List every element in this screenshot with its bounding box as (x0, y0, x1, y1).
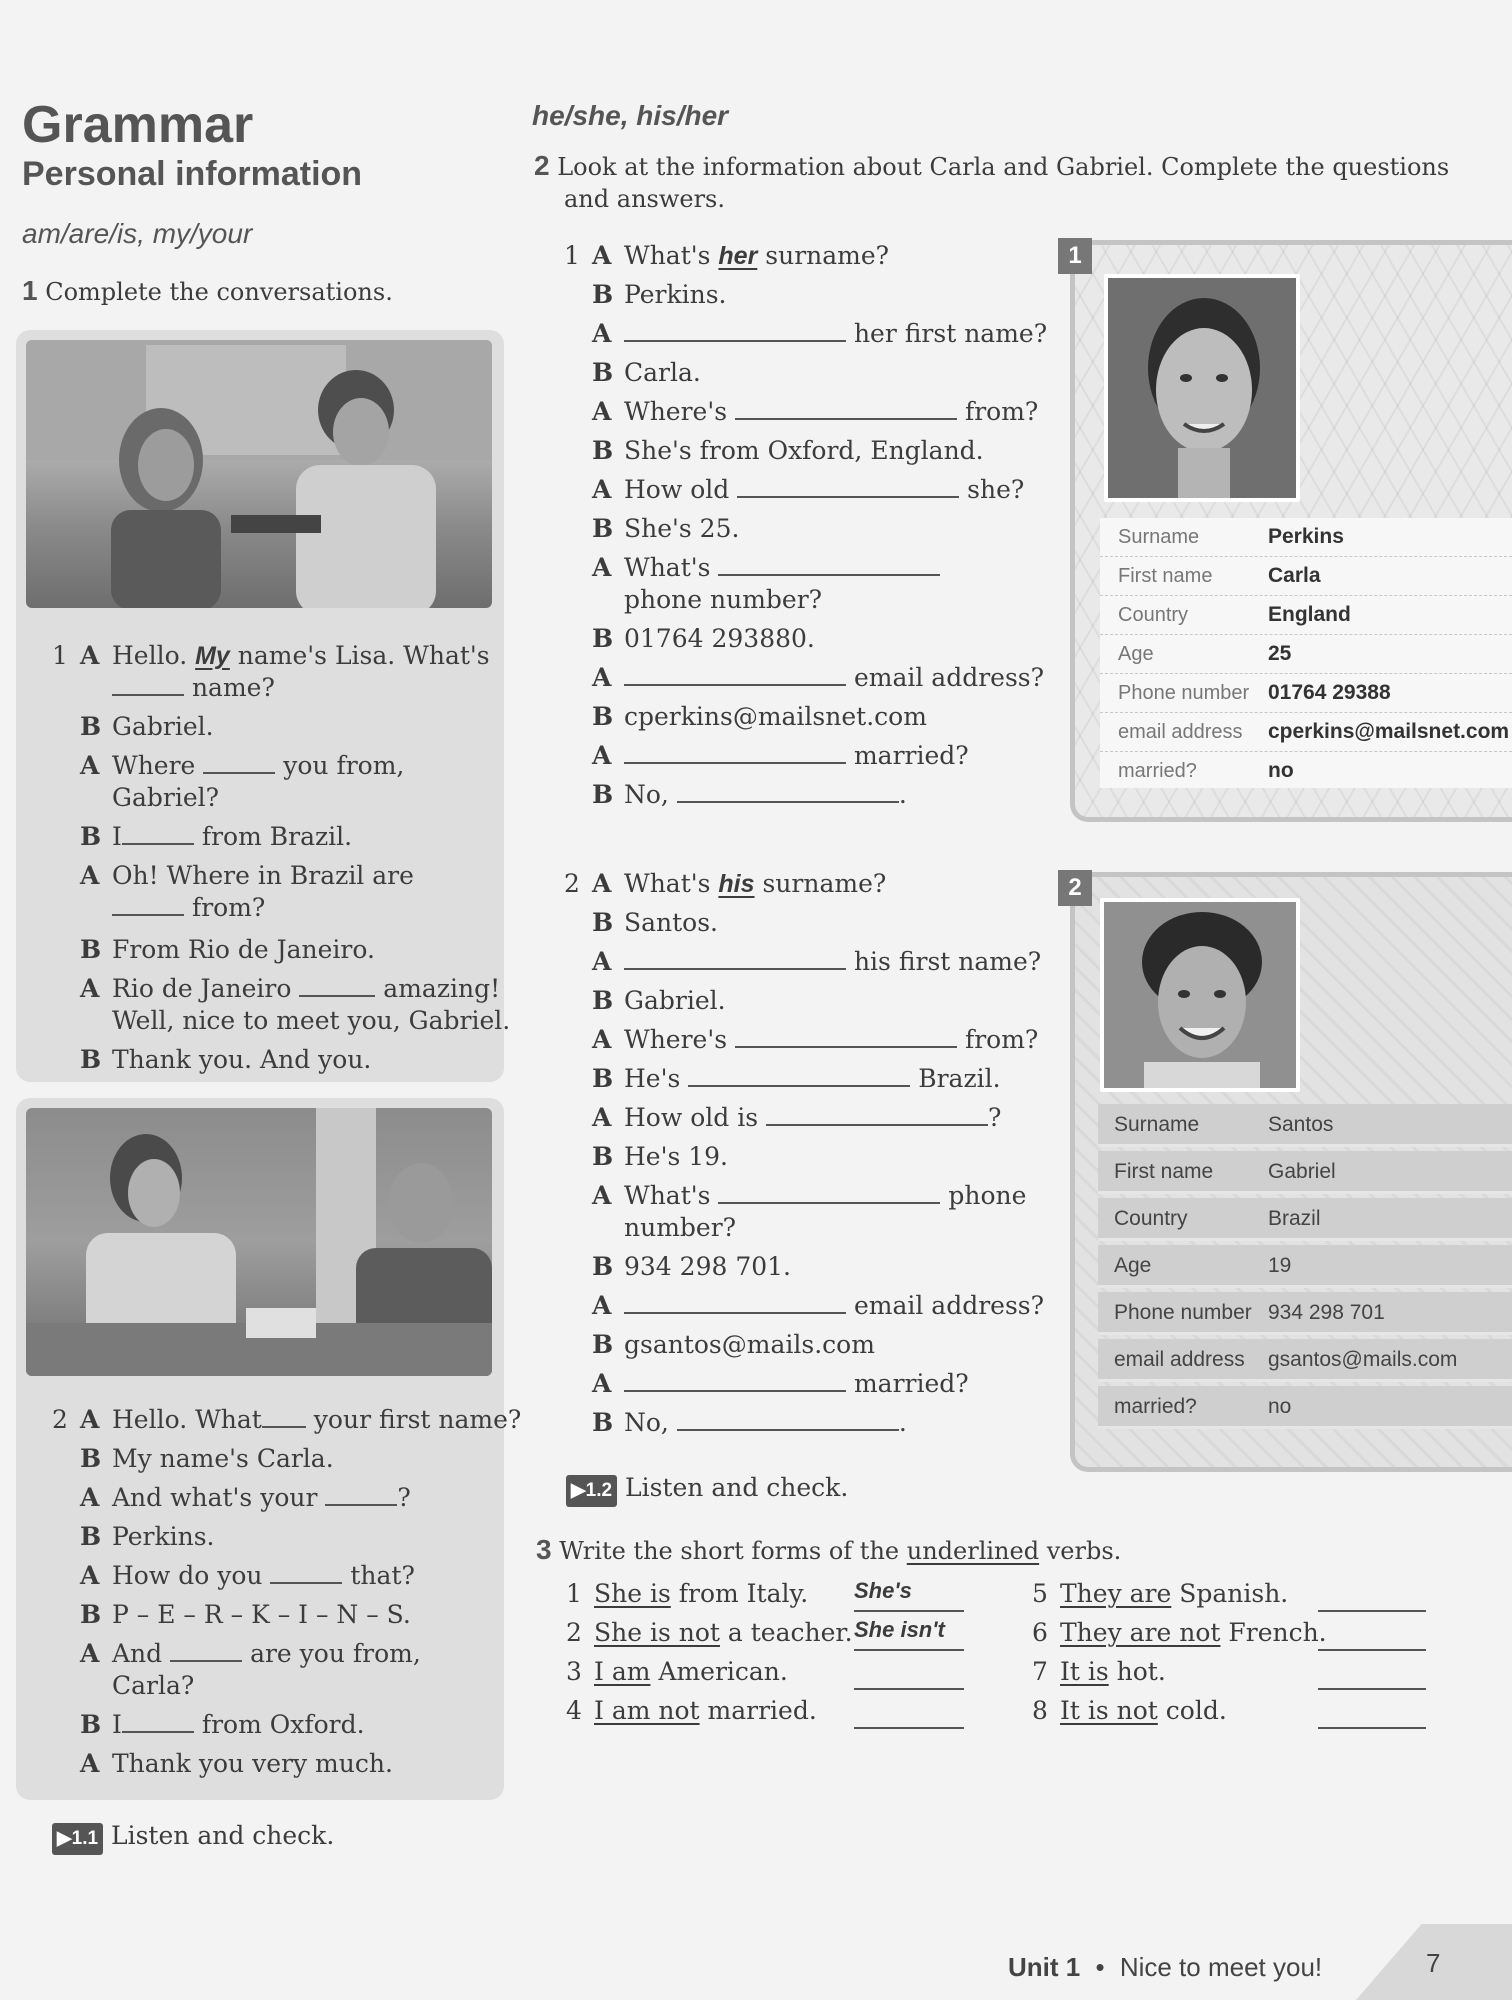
ex1-audio-row[interactable] (52, 1820, 334, 1855)
conv1-line4: A Where you from, (80, 751, 405, 780)
d2-a2: B Gabriel. (592, 986, 726, 1015)
answer-blank[interactable] (170, 1659, 242, 1662)
answer-blank[interactable] (325, 1503, 397, 1506)
card1-row-married: married? no (1118, 759, 1294, 782)
conv2-line8: Carla? (112, 1671, 195, 1700)
page-title: Grammar (22, 96, 254, 154)
d1-q5: A What's (592, 552, 940, 584)
card1-row-surname: Surname Perkins (1100, 518, 1512, 557)
section-heading-am-are-is: am/are/is, my/your (22, 218, 253, 249)
photo-illustration (26, 1108, 492, 1376)
d1-q3: A Where's from? (592, 397, 1039, 426)
conv2-line4: B Perkins. (80, 1522, 215, 1551)
page-subtitle: Personal information (22, 155, 363, 193)
d2-q5: A What's phone (592, 1181, 1027, 1210)
audio-track-icon[interactable]: ▶1.2 (566, 1475, 617, 1507)
d1-a6: B cperkins@mailsnet.com (592, 702, 927, 731)
answer-blank[interactable] (737, 495, 959, 498)
card2-row-age: Age 19 (1098, 1245, 1512, 1288)
ex3-answer-8[interactable] (1318, 1695, 1426, 1729)
avatar (1104, 902, 1296, 1088)
answer-blank[interactable] (735, 417, 957, 420)
d2-a1: B Santos. (592, 908, 719, 937)
conv1-example-answer: My (195, 642, 230, 670)
ex1-instruction (22, 275, 393, 307)
conv2-line2: B My name's Carla. (80, 1444, 334, 1473)
conv1-line10: A Rio de Janeiro amazing! (80, 974, 501, 1003)
d1-a1: B Perkins. (592, 280, 727, 309)
ex3-item-7: 7 It is hot. (1032, 1657, 1166, 1686)
card1-number-badge: 1 (1058, 238, 1092, 274)
d1-q5-cont: phone number? (624, 585, 823, 614)
conv2-line5: A How do you that? (80, 1561, 415, 1590)
conv1-line11: Well, nice to meet you, Gabriel. (112, 1006, 511, 1035)
answer-blank[interactable] (718, 573, 940, 576)
d1-a3: B She's from Oxford, England. (592, 436, 984, 465)
card1-info-table (1100, 518, 1512, 788)
d1-a5: B 01764 293880. (592, 624, 815, 653)
conv2-line3: A And what's your ? (80, 1483, 411, 1512)
answer-blank[interactable] (270, 1581, 342, 1584)
d1-q7: A married? (592, 741, 969, 770)
d2-q5-cont: number? (624, 1213, 737, 1242)
ex3-item-3: 3 I am American. (566, 1657, 788, 1686)
d1-q6: A email address? (592, 663, 1045, 692)
d2-a7: B No, . (592, 1408, 907, 1437)
page-number: 7 (1426, 1948, 1441, 1978)
section-heading-he-she: he/she, his/her (532, 100, 729, 131)
answer-blank[interactable] (624, 761, 846, 764)
answer-blank[interactable] (624, 683, 846, 686)
ex3-item-2: 2 She is not a teacher. (566, 1618, 853, 1647)
ex3-answer-4[interactable] (854, 1695, 964, 1729)
conv1-line1: 1 A Hello. My name's Lisa. What's (52, 641, 490, 670)
d1-q1: 1 A What's her surname? (564, 241, 890, 270)
answer-blank[interactable] (262, 1425, 306, 1428)
answer-blank[interactable] (299, 994, 375, 997)
answer-blank[interactable] (718, 1201, 940, 1204)
conv1-line6: B I from Brazil. (80, 822, 353, 851)
ex3-answer-6[interactable] (1318, 1617, 1426, 1651)
ex1-audio-text: Listen and check. (111, 1821, 335, 1850)
ex3-item-5: 5 They are Spanish. (1032, 1579, 1289, 1608)
conv2-line7: A And are you from, (80, 1639, 421, 1668)
card1-row-email: email address cperkins@mailsnet.com (1100, 713, 1512, 752)
answer-blank[interactable] (624, 967, 846, 970)
d1-q2: A her first name? (592, 319, 1048, 348)
ex3-number: 3 (536, 1534, 552, 1565)
ex3-answer-7[interactable] (1318, 1656, 1426, 1690)
card2-row-country: Country Brazil (1098, 1198, 1512, 1241)
answer-blank[interactable] (122, 1730, 194, 1733)
d1-a7: B No, . (592, 780, 907, 809)
answer-blank[interactable] (677, 1428, 899, 1431)
d2-a5: B 934 298 701. (592, 1252, 791, 1281)
photo-lisa-gabriel (26, 340, 492, 608)
card1-row-first-name: First name Carla (1100, 557, 1512, 596)
answer-blank[interactable] (766, 1123, 988, 1126)
conv1-line5: Gabriel? (112, 783, 220, 812)
d1-q4: A How old she? (592, 475, 1025, 504)
answer-blank[interactable] (203, 771, 275, 774)
ex3-answer-2[interactable]: She isn't (854, 1617, 964, 1651)
d2-q7: A married? (592, 1369, 969, 1398)
ex1-instruction-text: Complete the conversations. (45, 278, 393, 306)
card2-number-badge: 2 (1058, 870, 1092, 906)
answer-blank[interactable] (688, 1084, 910, 1087)
ex1-number: 1 (22, 275, 38, 306)
ex3-instruction: 3 Write the short forms of the underlined verbs. (536, 1534, 1122, 1565)
ex2-number: 2 (534, 150, 550, 181)
card2-row-first-name: First name Gabriel (1098, 1151, 1512, 1194)
conv1-line2: name? (112, 672, 275, 704)
card2-row-surname: Surname Santos (1098, 1104, 1512, 1147)
conv1-line3: B Gabriel. (80, 712, 214, 741)
footer (1008, 1952, 1322, 1983)
answer-blank[interactable] (677, 800, 899, 803)
conv2-line6: B P – E – R – K – I – N – S. (80, 1600, 411, 1629)
answer-blank[interactable] (735, 1045, 957, 1048)
d2-a6: B gsantos@mails.com (592, 1330, 875, 1359)
d1-a2: B Carla. (592, 358, 701, 387)
d2-q2: A his first name? (592, 947, 1042, 976)
answer-blank[interactable] (624, 1389, 846, 1392)
avatar (1108, 278, 1296, 498)
ex3-answer-1[interactable]: She's (854, 1578, 964, 1612)
ex2-audio-text: Listen and check. (625, 1473, 849, 1502)
d2-a4: B He's 19. (592, 1142, 729, 1171)
card2-row-phone: Phone number 934 298 701 (1098, 1292, 1512, 1335)
d1-a4: B She's 25. (592, 514, 740, 543)
d2-a3: B He's Brazil. (592, 1064, 1001, 1093)
conv2-line1: 2 A Hello. What your first name? (52, 1405, 522, 1434)
ex3-item-1: 1 She is from Italy. (566, 1579, 809, 1608)
photo-carla-receptionist (26, 1108, 492, 1376)
d2-q6: A email address? (592, 1291, 1045, 1320)
answer-blank[interactable] (112, 693, 184, 696)
ex2-instruction: 2 Look at the information about Carla and Gabriel. Complete the questions and answers. (534, 150, 1450, 213)
card1-row-age: Age 25 (1100, 635, 1512, 674)
footer-unit: Unit 1 (1008, 1952, 1081, 1982)
conv2-line10: A Thank you very much. (80, 1749, 393, 1778)
card1-row-phone: Phone number 01764 29388 (1100, 674, 1512, 713)
conv1-line12: B Thank you. And you. (80, 1045, 372, 1074)
ex3-item-6: 6 They are not French. (1032, 1618, 1327, 1647)
audio-track-icon[interactable]: ▶1.1 (52, 1823, 103, 1855)
ex3-answer-5[interactable] (1318, 1578, 1426, 1612)
conv1-line9: B From Rio de Janeiro. (80, 935, 375, 964)
d2-q3: A Where's from? (592, 1025, 1039, 1054)
card1-photo-carla (1104, 274, 1300, 502)
d2-q1: 2 A What's his surname? (564, 869, 887, 898)
ex3-item-4: 4 I am not married. (566, 1696, 817, 1725)
answer-blank[interactable] (624, 1311, 846, 1314)
answer-blank[interactable] (112, 913, 184, 916)
ex3-answer-3[interactable] (854, 1656, 964, 1690)
d2-q4: A How old is ? (592, 1103, 1002, 1132)
conv1-line7: A Oh! Where in Brazil are (80, 861, 414, 890)
footer-bullet: • (1095, 1952, 1105, 1982)
photo-illustration (26, 340, 492, 608)
ex2-audio-row[interactable] (566, 1472, 848, 1507)
answer-blank[interactable] (624, 339, 846, 342)
footer-title: Nice to meet you! (1119, 1952, 1323, 1982)
ex3-item-8: 8 It is not cold. (1032, 1696, 1227, 1725)
card2-info-table (1098, 1104, 1512, 1434)
card1-row-country: Country England (1100, 596, 1512, 635)
answer-blank[interactable] (122, 842, 194, 845)
conv2-line9: B I from Oxford. (80, 1710, 365, 1739)
conv1-line8: from? (112, 892, 265, 924)
card2-row-married: married? no (1098, 1386, 1512, 1429)
card2-photo-gabriel (1100, 898, 1300, 1092)
card2-row-email: email address gsantos@mails.com (1098, 1339, 1512, 1382)
